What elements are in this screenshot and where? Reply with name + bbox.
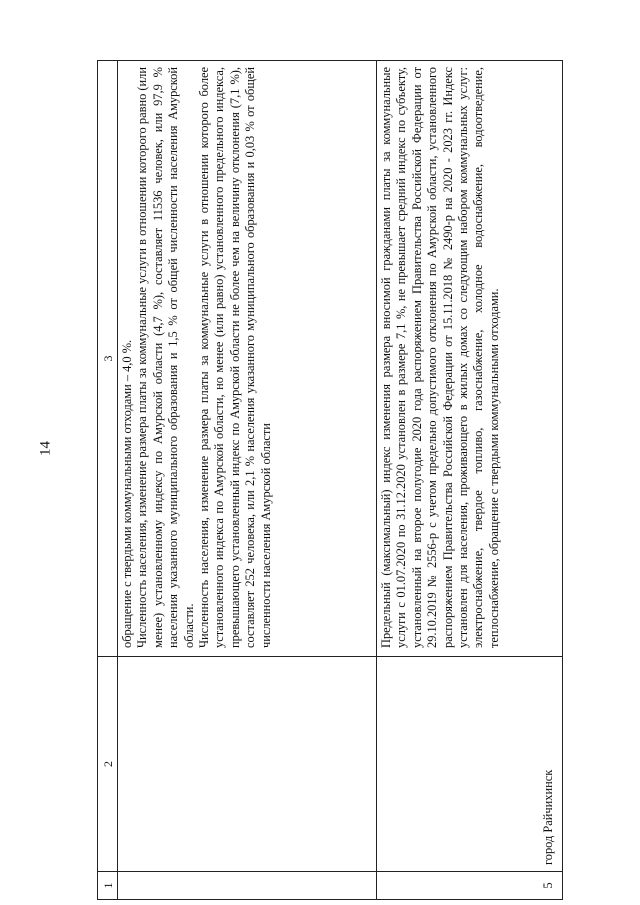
description-paragraph: Численность населения, изменение размера платы за коммунальные услуги в отношении которого равно (или менее) установленному индексу по Амурской области (4,7 %), составляет 11536 человек, или 97,9 % населения указанного муниципального образования и 1,5 % от общей численности населения Амурской области. [135, 67, 196, 648]
page-number: 14 [37, 441, 54, 456]
description-cell [118, 61, 376, 656]
column-header-3: 3 [101, 355, 115, 362]
description-paragraph: обращение с твердыми коммунальными отходами – 4,0 %. [120, 339, 134, 648]
description-cell [377, 61, 562, 656]
table-row [118, 61, 377, 899]
row-number-cell [377, 871, 562, 899]
tariff-index-table [97, 60, 563, 900]
column-header-1: 1 [98, 871, 117, 899]
municipality-name: город Райчихинск [540, 769, 555, 865]
table-row [377, 61, 562, 899]
row-number-cell [118, 871, 376, 899]
table-rotated-wrapper [97, 60, 563, 900]
municipality-cell [377, 656, 562, 871]
description-paragraph: Численность населения, изменение размера платы за коммунальные услуги в отношении которого более установленного индекса по Амурской области, но менее (или равно) установленного предельного индекса, превышающего установленный индекс по Амурской области не более чем на величину отклонения (7,1 %), составляет 252 человека, или 2,1 % населения указанного муниципального образования и 0,03 % от общей численности населения Амурской области [197, 67, 273, 648]
row-number: 5 [540, 882, 555, 889]
municipality-cell [118, 656, 376, 871]
description-paragraph: Предельный (максимальный) индекс изменения размера вносимой гражданами платы за коммунальные услуги с 01.07.2020 по 31.12.2020 установлен в размере 7,1 %, не превышает средний индекс по субъекту, установленный на второе полугодие 2020 года распоряжением Правительства Российской Федерации от 29.10.2019 № 2556-р с учетом предельно допустимого отклонения по Амурской области, установленного распоряжением Правительства Российской Федерации от 15.11.2018 № 2490-р на 2020 - 2023 гг. Индекс установлен для населения, проживающего в жилых домах со следующим набором коммунальных услуг: электроснабжение, твердое топливо, газоснабжение, холодное водоснабжение, водоотведение, теплоснабжение, обращение с твердыми коммунальными отходами. [379, 67, 501, 648]
table-header-row [98, 61, 118, 899]
column-header-2: 2 [98, 656, 117, 871]
